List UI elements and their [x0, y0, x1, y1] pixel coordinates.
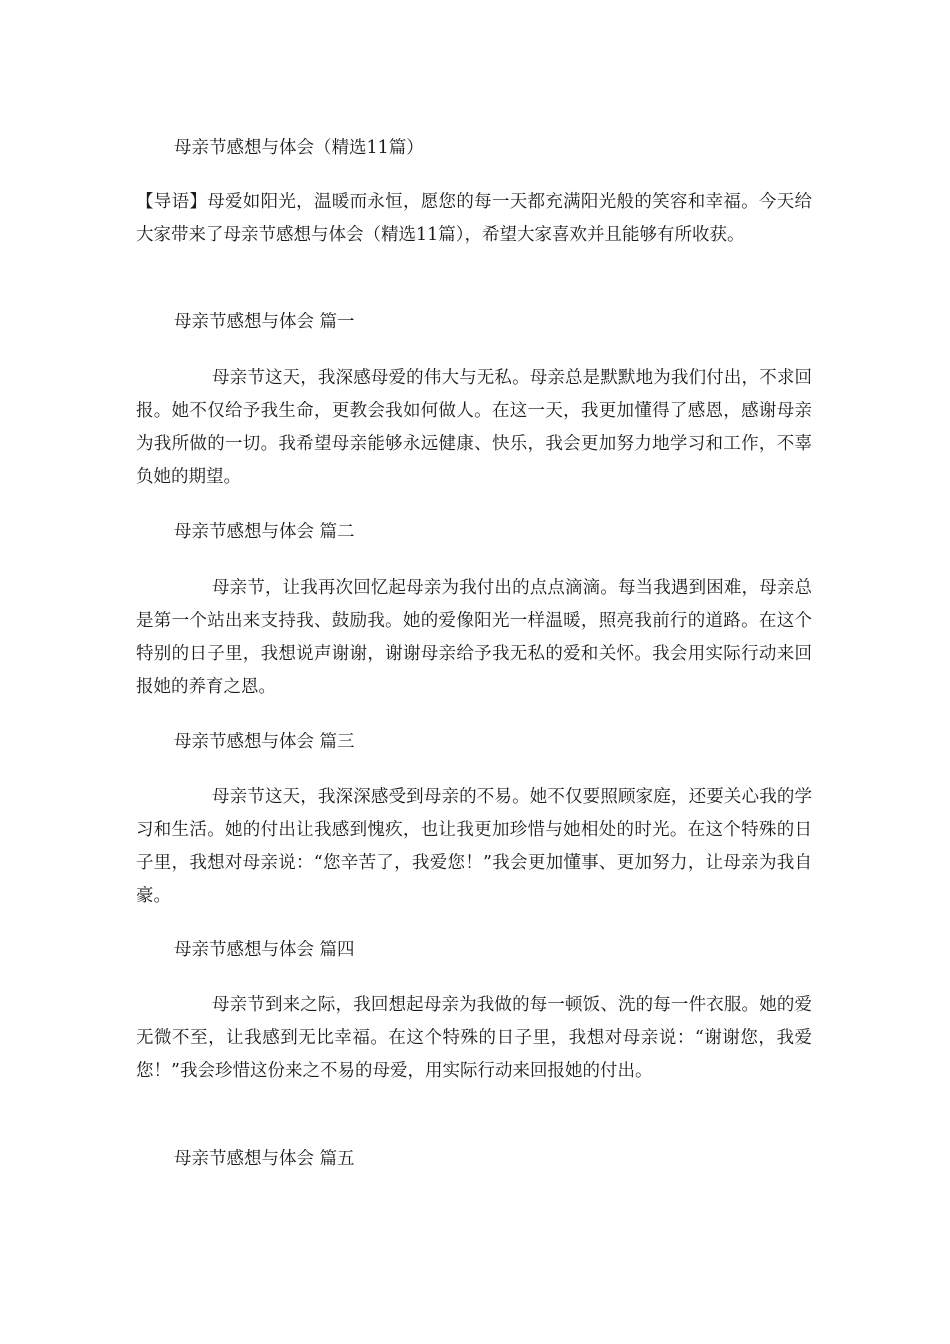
section-heading-2: 母亲节感想与体会 篇二 [174, 522, 355, 542]
section-body-3: 母亲节这天，我深深感受到母亲的不易。她不仅要照顾家庭，还要关心我的学习和生活。她的付出让我感到愧疚，也让我更加珍惜与她相处的时光。在这个特殊的日子里，我想对母亲说：“您辛苦了，我爱您！”我会更加懂事、更加努力，让母亲为我自豪。 [136, 787, 812, 906]
intro-paragraph: 【导语】母爱如阳光，温暖而永恒，愿您的每一天都充满阳光般的笑容和幸福。今天给大家带来了母亲节感想与体会（精选11篇），希望大家喜欢并且能够有所收获。 [136, 192, 812, 245]
document-title: 母亲节感想与体会（精选11篇） [174, 138, 424, 158]
section-heading-1: 母亲节感想与体会 篇一 [174, 312, 355, 332]
section-body-2: 母亲节，让我再次回忆起母亲为我付出的点点滴滴。每当我遇到困难，母亲总是第一个站出来支持我、鼓励我。她的爱像阳光一样温暖，照亮我前行的道路。在这个特别的日子里，我想说声谢谢，谢谢母亲给予我无私的爱和关怀。我会用实际行动来回报她的养育之恩。 [136, 578, 812, 697]
section-body-1: 母亲节这天，我深感母爱的伟大与无私。母亲总是默默地为我们付出，不求回报。她不仅给予我生命，更教会我如何做人。在这一天，我更加懂得了感恩，感谢母亲为我所做的一切。我希望母亲能够永远健康、快乐，我会更加努力地学习和工作，不辜负她的期望。 [136, 368, 812, 487]
section-body-4: 母亲节到来之际，我回想起母亲为我做的每一顿饭、洗的每一件衣服。她的爱无微不至，让我感到无比幸福。在这个特殊的日子里，我想对母亲说：“谢谢您，我爱您！”我会珍惜这份来之不易的母爱，用实际行动来回报她的付出。 [136, 995, 812, 1081]
section-heading-5: 母亲节感想与体会 篇五 [174, 1149, 355, 1169]
section-heading-3: 母亲节感想与体会 篇三 [174, 732, 355, 752]
section-heading-4: 母亲节感想与体会 篇四 [174, 940, 355, 960]
